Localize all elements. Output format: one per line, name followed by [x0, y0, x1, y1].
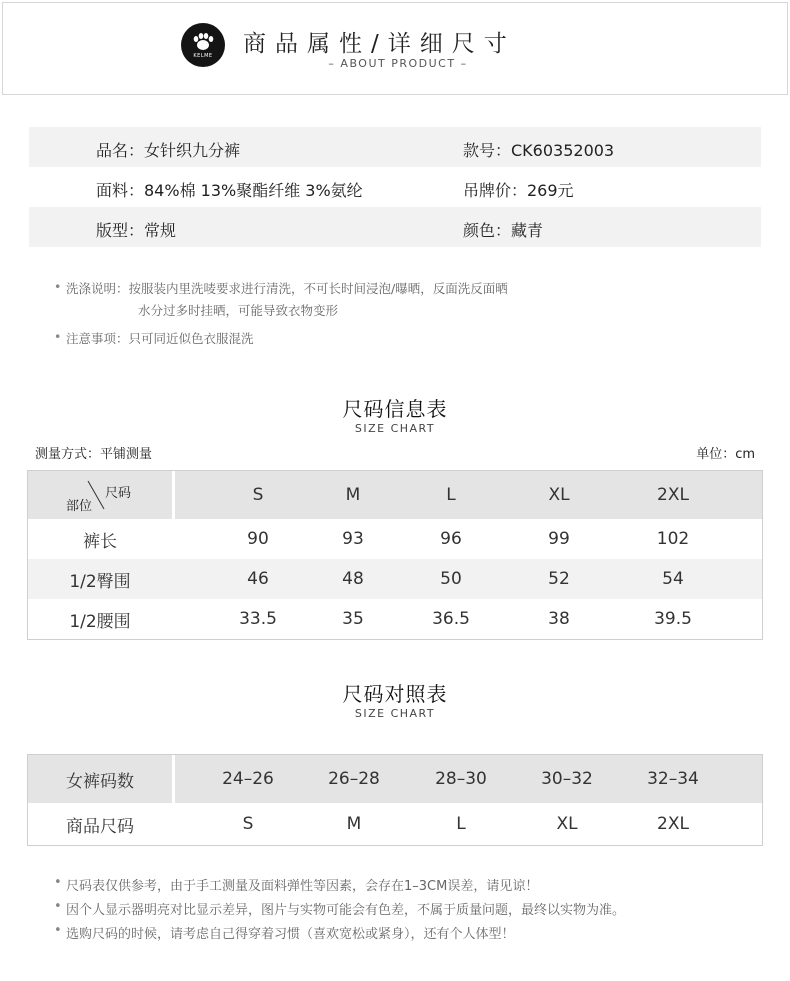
wash-note: • 洗涤说明：按服装内里洗唛要求进行清洗，不可长时间浸泡/曝晒，反面洗反面晒	[54, 279, 508, 301]
size-header-2xl: 2XL	[657, 485, 689, 505]
attribute-row	[29, 207, 761, 247]
table-cell: 102	[656, 529, 690, 549]
table-row	[28, 559, 762, 599]
table-cell: 30–32	[541, 769, 593, 789]
corner-size-label: 尺码	[105, 486, 132, 501]
table-cell: 35	[342, 609, 364, 629]
size-info-table	[27, 470, 763, 640]
footer-notes	[54, 875, 625, 947]
table-cell: 28–30	[435, 769, 487, 789]
row-label: 1/2臀围	[69, 571, 131, 592]
table-cell: 38	[548, 609, 570, 629]
header-box	[2, 2, 788, 95]
corner-part-label: 部位	[66, 499, 93, 514]
table-cell: 39.5	[654, 609, 692, 629]
attribute-fabric: 面料：84%棉 13%聚酯纤维 3%氨纶	[96, 181, 363, 200]
size-info-title: 尺码信息表	[342, 397, 448, 421]
table-cell: 50	[440, 569, 462, 589]
table-cell: 2XL	[657, 814, 689, 834]
page-subtitle: – ABOUT PRODUCT –	[328, 57, 468, 70]
table-cell: 46	[247, 569, 269, 589]
table-cell: 90	[247, 529, 269, 549]
size-header-l: L	[446, 485, 456, 505]
table-row	[28, 803, 762, 845]
table-header-row	[28, 471, 762, 519]
table-cell: 54	[662, 569, 684, 589]
page-title: 商品属性/详细尺寸	[243, 31, 516, 57]
table-cell: L	[456, 814, 466, 834]
attribute-price: 吊牌价：269元	[463, 181, 574, 200]
table-cell: S	[242, 814, 254, 834]
measure-method: 测量方式：平铺测量	[35, 447, 153, 462]
size-header-xl: XL	[548, 485, 570, 505]
table-cell: 52	[548, 569, 570, 589]
care-notes	[54, 279, 508, 351]
corner-cell	[28, 471, 172, 519]
size-compare-subtitle: SIZE CHART	[354, 707, 436, 720]
row-label: 1/2腰围	[69, 611, 131, 632]
table-cell: M	[346, 814, 362, 834]
wash-note-continued: 水分过多时挂晒，可能导致衣物变形	[138, 303, 339, 318]
table-row	[28, 519, 762, 559]
table-cell: 48	[342, 569, 364, 589]
compare-head-label: 女裤码数	[66, 771, 134, 792]
diagonal-line	[28, 471, 172, 519]
size-header-m: M	[345, 485, 361, 505]
table-cell: 93	[342, 529, 364, 549]
table-row	[28, 599, 762, 639]
table-cell: 32–34	[647, 769, 699, 789]
compare-row-label: 商品尺码	[66, 816, 134, 837]
attribute-row	[29, 167, 761, 207]
table-cell: 33.5	[239, 609, 277, 629]
row-label: 裤长	[83, 531, 117, 552]
attribute-table	[29, 127, 761, 247]
attribute-fit: 版型：常规	[96, 221, 177, 240]
paw-icon	[181, 23, 225, 67]
table-header-row	[28, 755, 762, 803]
table-cell: 99	[548, 529, 570, 549]
footer-note: • 尺码表仅供参考，由于手工测量及面料弹性等因素，会存在1–3CM误差，请见谅！	[54, 875, 625, 899]
brand-logo	[181, 23, 225, 67]
attribute-name: 品名：女针织九分裤	[96, 141, 241, 160]
table-cell: 96	[440, 529, 462, 549]
footer-note: • 因个人显示器明亮对比显示差异，图片与实物可能会有色差，不属于质量问题，最终以实物为准。	[54, 899, 625, 923]
size-compare-table	[27, 754, 763, 846]
logo-text: KELME	[193, 53, 213, 59]
attribute-row	[29, 127, 761, 167]
attribute-style-no: 款号：CK60352003	[463, 141, 615, 160]
table-cell: 36.5	[432, 609, 470, 629]
attention-note: • 注意事项：只可同近似色衣服混洗	[54, 329, 508, 351]
attribute-color: 颜色：藏青	[463, 221, 544, 240]
footer-note: • 选购尺码的时候，请考虑自己得穿着习惯（喜欢宽松或紧身），还有个人体型！	[54, 923, 625, 947]
table-cell: XL	[556, 814, 578, 834]
unit-label: 单位：cm	[696, 447, 755, 462]
size-header-s: S	[252, 485, 264, 505]
size-compare-title: 尺码对照表	[342, 682, 448, 706]
table-cell: 24–26	[222, 769, 274, 789]
table-cell: 26–28	[328, 769, 380, 789]
size-info-subtitle: SIZE CHART	[354, 422, 436, 435]
